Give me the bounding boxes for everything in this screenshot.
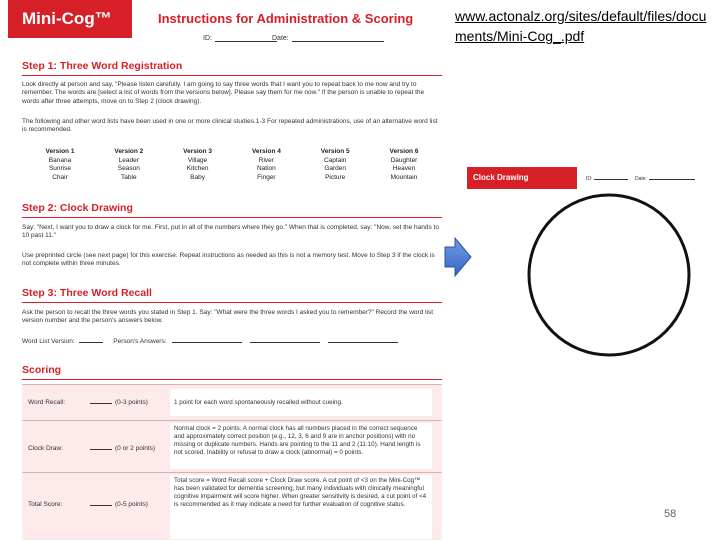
scoring-row bbox=[22, 472, 442, 541]
version-word: Finger bbox=[257, 173, 276, 181]
date-field bbox=[272, 35, 384, 42]
scoring-label: Word Recall: bbox=[28, 399, 66, 406]
version-word: Table bbox=[121, 173, 137, 181]
version-label: Version 4 bbox=[251, 148, 281, 155]
mini-cog-logo: Mini-Cog™ bbox=[8, 0, 132, 38]
id-label: ID: bbox=[203, 35, 212, 42]
version-column bbox=[99, 148, 159, 182]
step2-instructions: Say: "Next, I want you to draw a clock for me. First, put in all of the numbers where they go." When that is completed, say: "Now, set the hands to 10 past 11." bbox=[22, 224, 439, 240]
version-word: Daughter bbox=[390, 156, 418, 164]
step1-heading: Step 1: Three Word Registration bbox=[22, 60, 183, 72]
step3-instructions: Ask the person to recall the three words you stated in Step 1. Say: "What were the three words I asked you to remember?" Record the word list version number and the person's answers below. bbox=[22, 309, 434, 325]
divider bbox=[22, 75, 442, 76]
scoring-label: Clock Draw: bbox=[28, 445, 64, 452]
answers-label: Person's Answers: bbox=[113, 338, 167, 345]
version-column bbox=[168, 148, 228, 182]
scoring-points: (0-5 points) bbox=[90, 501, 148, 508]
clock-date-field: Date: bbox=[635, 176, 695, 182]
version-word: Sunrise bbox=[48, 165, 72, 172]
version-word: Banana bbox=[48, 156, 72, 164]
word-list-versions bbox=[22, 148, 442, 182]
divider bbox=[22, 302, 442, 303]
version-word: Season bbox=[117, 165, 140, 172]
arrow-right-icon bbox=[443, 236, 473, 278]
scoring-label: Total Score: bbox=[28, 501, 63, 508]
version-column bbox=[374, 148, 434, 182]
clock-drawing-tab: Clock Drawing bbox=[467, 167, 577, 189]
version-word: Garden bbox=[324, 165, 347, 172]
recall-answer-line bbox=[22, 338, 398, 345]
version-column bbox=[305, 148, 365, 182]
step3-heading: Step 3: Three Word Recall bbox=[22, 287, 152, 299]
date-label: Date: bbox=[272, 35, 289, 42]
clock-id-field: ID: bbox=[586, 176, 628, 182]
page-title: Instructions for Administration & Scoring bbox=[158, 11, 414, 26]
scoring-points: (0-3 points) bbox=[90, 399, 148, 406]
clock-circle bbox=[524, 190, 694, 360]
scoring-row bbox=[22, 384, 442, 420]
version-word: Chair bbox=[52, 173, 68, 181]
version-word: Kitchen bbox=[186, 165, 209, 172]
version-label: Version 6 bbox=[389, 148, 419, 155]
scoring-description: 1 point for each word spontaneously recalled without cueing. bbox=[170, 389, 432, 416]
scoring-description: Normal clock = 2 points. A normal clock has all numbers placed in the correct sequence and approximately correct position (e.g., 12, 3, 6 and 9 are in anchor positions) with no missing or duplicate numbers. Hands are pointing to the 11 and 2 (11:10). Hand length is not scored. Inability or refusal to draw a clock (abnormal) = 0 points. bbox=[170, 423, 432, 469]
scoring-points: (0 or 2 points) bbox=[90, 445, 155, 452]
scoring-row bbox=[22, 420, 442, 471]
divider bbox=[22, 379, 442, 380]
version-word: Nation bbox=[256, 165, 276, 172]
step2-heading: Step 2: Clock Drawing bbox=[22, 202, 133, 214]
version-word: Captain bbox=[323, 156, 347, 164]
version-word: Baby bbox=[190, 173, 205, 181]
version-column bbox=[236, 148, 296, 182]
version-word: Mountain bbox=[390, 173, 418, 181]
step2-note: Use preprinted circle (see next page) for this exercise. Repeat instructions as needed as this is not a memory test. Move to Step 3 if the clock is not complete within three minutes. bbox=[22, 252, 435, 268]
version-word: Leader bbox=[118, 156, 139, 164]
version-label: Version 3 bbox=[183, 148, 213, 155]
version-word: River bbox=[258, 156, 274, 164]
version-word: Heaven bbox=[392, 165, 416, 172]
version-word: Village bbox=[187, 156, 208, 164]
version-label: Version 2 bbox=[114, 148, 144, 155]
step1-note: The following and other word lists have been used in one or more clinical studies.1-3 For repeated administrations, use of an alternative word list is recommended. bbox=[22, 118, 438, 134]
version-column bbox=[30, 148, 90, 182]
version-label: Version 1 bbox=[45, 148, 75, 155]
divider bbox=[22, 217, 442, 218]
version-word: Picture bbox=[325, 173, 346, 181]
source-link[interactable]: www.actonalz.org/sites/default/files/documents/Mini-Cog_.pdf bbox=[455, 8, 707, 44]
scoring-table bbox=[22, 384, 442, 540]
scoring-description: Total score = Word Recall score + Clock Draw score. A cut point of <3 on the Mini-Cog™ has been validated for dementia screening, but many individuals with clinically meaningful cognitive impairment will score higher. When greater sensitivity is desired, a cut point of <4 is recommended as it may indicate a need for further evaluation of cognitive status. bbox=[170, 475, 432, 539]
id-field bbox=[203, 35, 277, 42]
version-label: Version 5 bbox=[320, 148, 350, 155]
scoring-heading: Scoring bbox=[22, 364, 62, 376]
step1-instructions: Look directly at person and say, "Please listen carefully. I am going to say three words that I want you to repeat back to me now and try to remember. The words are [select a list of words from the versions below]. Please say them for me now." If the person is unable to repeat the words after three attempts, move on to Step 2 (clock drawing). bbox=[22, 81, 425, 105]
page-number: 58 bbox=[664, 508, 677, 520]
word-list-version-label: Word List Version: bbox=[22, 338, 75, 345]
